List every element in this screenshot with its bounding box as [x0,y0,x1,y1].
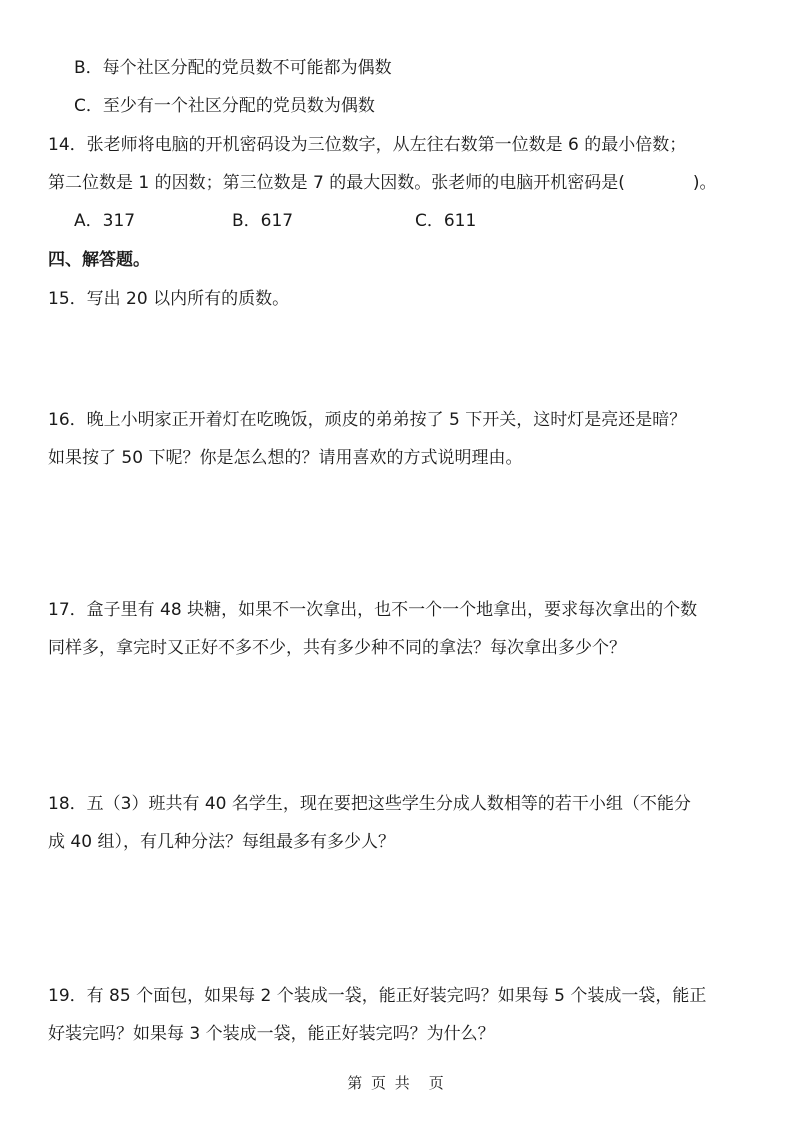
q15-text: 15．写出 20 以内所有的质数。 [48,289,290,309]
q18-line2: 成 40 组），有几种分法？每组最多有多少人？ [48,832,395,852]
q13-option-b: B．每个社区分配的党员数不可能都为偶数 [74,58,392,78]
q18-line1: 18．五（3）班共有 40 名学生，现在要把这些学生分成人数相等的若干小组（不能分 [48,794,691,814]
q14-line2: 第二位数是 1 的因数；第三位数是 7 的最大因数。张老师的电脑开机密码是( )。 [48,173,717,193]
q16-line1: 16．晚上小明家正开着灯在吃晚饭，顽皮的弟弟按了 5 下开关，这时灯是亮还是暗？ [48,410,687,430]
q19-line1: 19．有 85 个面包，如果每 2 个装成一袋，能正好装完吗？如果每 5 个装成一袋，能正 [48,986,707,1006]
page-footer: 第 页 共 页 [347,1074,446,1092]
q19-line2: 好装完吗？如果每 3 个装成一袋，能正好装完吗？为什么？ [48,1024,495,1044]
q17-line1: 17．盒子里有 48 块糖，如果不一次拿出，也不一个一个地拿出，要求每次拿出的个数 [48,600,698,620]
q14-option-a: A．317 [74,211,136,231]
q14-option-b: B．617 [232,211,294,231]
q14-option-c: C．611 [415,211,477,231]
section-heading: 四、解答题。 [48,250,150,270]
q17-line2: 同样多，拿完时又正好不多不少，共有多少种不同的拿法？每次拿出多少个？ [48,638,626,658]
q14-line1: 14．张老师将电脑的开机密码设为三位数字，从左往右数第一位数是 6 的最小倍数； [48,135,687,155]
q13-option-c: C．至少有一个社区分配的党员数为偶数 [74,96,375,116]
q16-line2: 如果按了 50 下呢？你是怎么想的？请用喜欢的方式说明理由。 [48,448,523,468]
